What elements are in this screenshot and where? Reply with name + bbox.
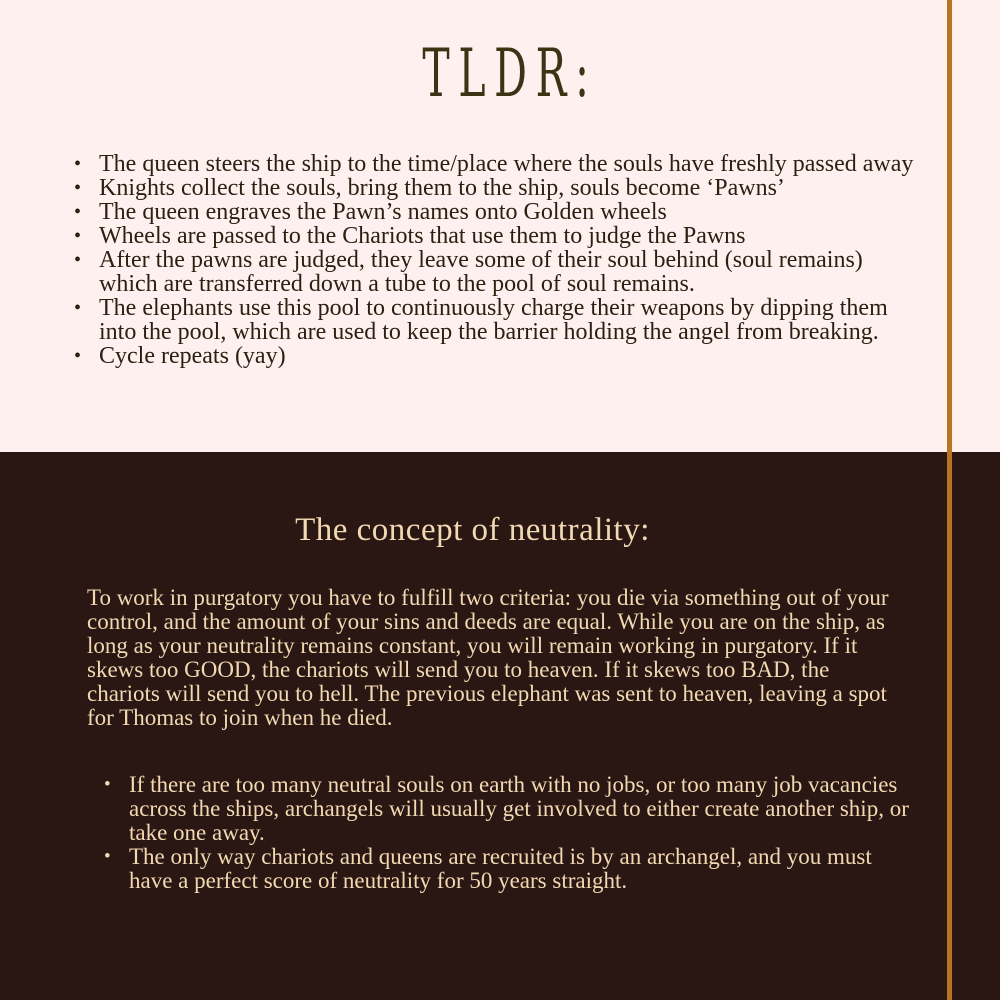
neutrality-paragraph: To work in purgatory you have to fulfill two criteria: you die via something out of your control, and the amount of your sins and deeds are equal. While you are on the ship, as long as your neutrality remains constant, you will remain working in purgatory. If it skews too GOOD, the chariots will send you to heaven. If it skews too BAD, the chariots will send you to hell. The previous elephant was sent to heaven, leaving a spot for Thomas to join when he died. [87,585,889,730]
list-item: • Wheels are passed to the Chariots that use them to judge the Pawns [70,224,920,248]
list-item: • The only way chariots and queens are recruited is by an archangel, and you must have a perfect score of neutrality for 50 years straight. [100,845,920,893]
accent-divider-line [947,0,952,1000]
neutrality-list [100,773,920,893]
list-item: • Cycle repeats (yay) [70,344,920,368]
list-item: • The queen steers the ship to the time/place where the souls have freshly passed away [70,152,920,176]
page-title: TLDR: [422,35,598,112]
section-heading: The concept of neutrality: [295,512,650,548]
tldr-list [70,152,920,368]
list-item: • If there are too many neutral souls on earth with no jobs, or too many job vacancies across the ships, archangels will usually get involved to either create another ship, or take one away. [100,773,920,845]
list-item: • Knights collect the souls, bring them to the ship, souls become ‘Pawns’ [70,176,920,200]
list-item: • The elephants use this pool to continuously charge their weapons by dipping them into the pool, which are used to keep the barrier holding the angel from breaking. [70,296,920,344]
list-item: • After the pawns are judged, they leave some of their soul behind (soul remains) which are transferred down a tube to the pool of soul remains. [70,248,920,296]
list-item: • The queen engraves the Pawn’s names onto Golden wheels [70,200,920,224]
